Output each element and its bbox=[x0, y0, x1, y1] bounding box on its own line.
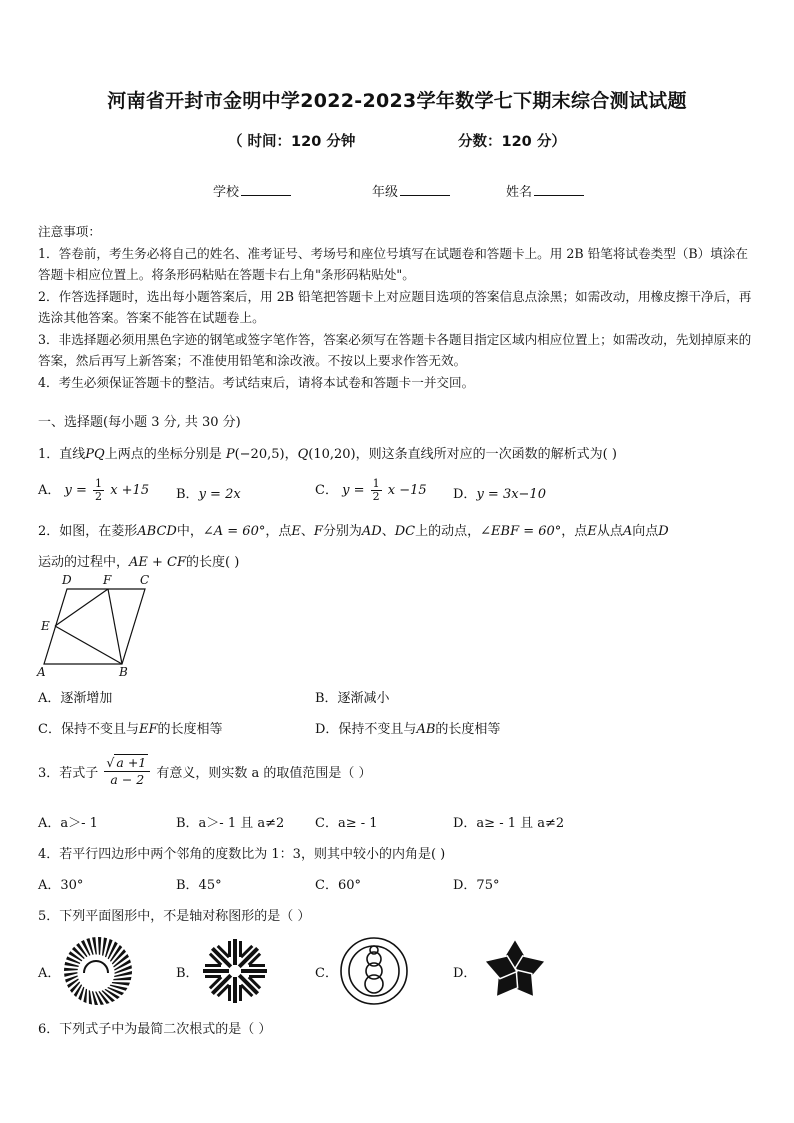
q2-t-c: ，点 bbox=[265, 524, 292, 539]
q1-option-b[interactable] bbox=[176, 483, 241, 502]
q2-ebf: ∠EBF = 60° bbox=[480, 524, 562, 539]
q3-text-1: 3．若式子 bbox=[38, 766, 99, 781]
flake-bar bbox=[203, 969, 229, 973]
q1-option-a[interactable] bbox=[38, 478, 149, 503]
q2-t-a: 2．如图，在菱形 bbox=[38, 524, 138, 539]
sun-ray bbox=[64, 968, 78, 971]
q2-d-text-a: D．保持不变且与 bbox=[315, 722, 417, 737]
q3-fraction bbox=[104, 755, 150, 788]
flake-arm bbox=[203, 964, 229, 978]
page-title: 河南省开封市金明中学2022-2023学年数学七下期末综合测试试题 bbox=[107, 90, 687, 112]
q1-c-num: 1 bbox=[372, 477, 380, 490]
score-label: 分数：120 分） bbox=[458, 134, 566, 150]
sunburst-icon[interactable] bbox=[62, 935, 134, 1007]
q2-c-text-b: 的长度相等 bbox=[157, 722, 223, 737]
notice-heading: 注意事项： bbox=[38, 224, 101, 239]
segment-fb bbox=[108, 589, 122, 664]
q2-t2-a: 运动的过程中， bbox=[38, 555, 130, 570]
q2-c-ef: EF bbox=[138, 722, 158, 737]
q1-a-num: 1 bbox=[95, 477, 103, 490]
flake-arm bbox=[228, 939, 242, 965]
q2-option-a[interactable]: A．逐渐增加 bbox=[38, 691, 113, 706]
label-c: C bbox=[140, 573, 150, 587]
q2-option-c[interactable] bbox=[38, 718, 222, 737]
q2-angle-a: ∠A = 60° bbox=[202, 524, 266, 539]
q3-option-b[interactable]: B．a＞- 1 且 a≠2 bbox=[176, 816, 285, 831]
sun-ray bbox=[98, 937, 101, 955]
name-field bbox=[506, 181, 584, 200]
q1-a-label: A． bbox=[38, 483, 61, 498]
grade-label: 年级 bbox=[372, 185, 399, 200]
q3-text-2: 有意义，则实数 a 的取值范围是（ ） bbox=[156, 766, 372, 781]
rhombus-outline bbox=[44, 589, 145, 664]
label-f: F bbox=[103, 573, 112, 587]
flake-bar bbox=[239, 985, 242, 1001]
q3-den-text: a − 2 bbox=[110, 772, 145, 787]
q2-a2: A bbox=[622, 524, 633, 539]
notice-item-1: 1．答卷前，考生务必将自己的姓名、准考证号、考场号和座位号填写在试题卷和答题卡上。用 2B 铅笔将试卷类型（B）填涂在答题卡相应位置上。将条形码粘贴在答题卡右上角"条形码粘贴处"。 bbox=[38, 245, 749, 282]
q2-d-text-b: 的长度相等 bbox=[435, 722, 501, 737]
label-a: A bbox=[37, 665, 46, 678]
q2-e2: E bbox=[587, 524, 597, 539]
q1-c-den: 2 bbox=[372, 490, 380, 503]
flake-arm bbox=[207, 943, 235, 971]
question-3-stem bbox=[38, 755, 372, 788]
q1-option-c[interactable] bbox=[315, 478, 427, 503]
notice-block bbox=[38, 221, 758, 393]
question-6-stem: 6．下列式子中为最简二次根式的是（ ） bbox=[38, 1022, 272, 1037]
notice-item-4: 4．考生必须保证答题卡的整洁。考试结束后，请将本试卷和答题卡一并交回。 bbox=[38, 374, 475, 390]
name-blank bbox=[534, 184, 584, 196]
segment-ef bbox=[55, 589, 108, 626]
q2-t-h: ，点 bbox=[561, 524, 588, 539]
q1-sep: ， bbox=[284, 447, 298, 462]
q1-q: Q bbox=[297, 447, 309, 462]
school-field bbox=[213, 181, 291, 200]
q2-t-b: 中， bbox=[176, 524, 203, 539]
sun-ray bbox=[89, 990, 92, 1004]
q2-c-text-a: C．保持不变且与 bbox=[38, 722, 139, 737]
q2-e: E bbox=[291, 524, 301, 539]
q2-abcd: ABCD bbox=[137, 524, 177, 539]
flake-arm bbox=[228, 977, 242, 1003]
q4-option-d[interactable]: D．75° bbox=[453, 878, 500, 893]
flake-bar bbox=[205, 975, 221, 978]
question-5-stem: 5．下列平面图形中，不是轴对称图形的是（ ） bbox=[38, 909, 311, 924]
q3-numerator bbox=[104, 755, 150, 772]
q1-c-post: x −15 bbox=[387, 483, 427, 498]
q2-option-b[interactable]: B．逐渐减小 bbox=[315, 691, 390, 706]
question-4-stem: 4．若平行四边形中两个邻角的度数比为 1：3，则其中较小的内角是( ) bbox=[38, 847, 446, 862]
q4-option-a[interactable]: A．30° bbox=[38, 878, 84, 893]
q2-t-g: 上的动点， bbox=[415, 524, 481, 539]
q2-d2: D bbox=[658, 524, 669, 539]
q2-t-i: 从点 bbox=[596, 524, 623, 539]
flake-arm bbox=[234, 943, 262, 971]
q1-option-d[interactable] bbox=[453, 483, 546, 502]
flake-bar bbox=[233, 977, 237, 1003]
q1-d-expr: y = 3x−10 bbox=[476, 487, 546, 502]
q5-option-a-label[interactable]: A． bbox=[38, 966, 61, 981]
nested-circles-icon[interactable] bbox=[338, 935, 410, 1007]
grade-blank bbox=[400, 184, 450, 196]
q1-text-1: 1．直线 bbox=[38, 447, 86, 462]
q1-b-label: B． bbox=[176, 487, 199, 502]
section-heading: 一、选择题(每小题 3 分, 共 30 分) bbox=[38, 415, 241, 430]
flake-arm bbox=[234, 970, 262, 998]
flake-bar bbox=[241, 969, 267, 973]
q2-ad: AD bbox=[361, 524, 382, 539]
notice-item-2: 2．作答选择题时，选出每小题答案后，用 2B 铅笔把答题卡上对应题目选项的答案信息点涂黑；如需改动，用橡皮擦干净后，再选涂其他答案。答案不能答在试题卷上。 bbox=[38, 288, 752, 325]
q2-d-ab: AB bbox=[416, 722, 436, 737]
q5-option-c-label[interactable]: C． bbox=[315, 966, 338, 981]
q2-t2-b: 的长度( ) bbox=[186, 555, 240, 570]
sqrt-icon: √ bbox=[106, 755, 115, 770]
sun-ray bbox=[113, 977, 131, 980]
q1-a-den: 2 bbox=[95, 490, 103, 503]
q1-p-coords: (−20,5) bbox=[234, 447, 285, 462]
q4-option-b[interactable]: B．45° bbox=[176, 878, 222, 893]
q4-option-c[interactable]: C．60° bbox=[315, 878, 361, 893]
q2-t-f: 、 bbox=[381, 524, 395, 539]
q1-a-fraction bbox=[93, 478, 104, 503]
notice-item-3: 3．非选择题必须用黑色字迹的钢笔或签字笔作答，答案必须写在答题卡各题目指定区域内相应位置上；如需改动，先划掉原来的答案，然后再写上新答案；不准使用铅笔和涂改液。不按以上要求作答无效。 bbox=[38, 331, 752, 368]
segment-eb bbox=[55, 626, 122, 664]
q1-a-post: x +15 bbox=[110, 483, 150, 498]
q2-f: F bbox=[313, 524, 323, 539]
sun-ray bbox=[83, 989, 87, 1003]
q1-b-expr: y = 2x bbox=[198, 487, 241, 502]
outer-circle bbox=[341, 938, 407, 1004]
pentagon-star-icon[interactable] bbox=[478, 935, 552, 1007]
q3-option-c[interactable]: C．a≥ - 1 bbox=[315, 816, 378, 831]
name-label: 姓名 bbox=[506, 185, 533, 200]
q3-option-d[interactable]: D．a≥ - 1 且 a≠2 bbox=[453, 816, 565, 831]
sun-ray bbox=[112, 982, 130, 986]
label-d: D bbox=[62, 573, 72, 587]
question-2-stem-line-2 bbox=[38, 551, 239, 570]
grade-field bbox=[372, 181, 450, 200]
q2-t-d: 、 bbox=[300, 524, 314, 539]
flake-bar bbox=[249, 964, 265, 967]
label-b: B bbox=[119, 665, 128, 678]
q1-c-fraction bbox=[371, 478, 382, 503]
q2-aecf: AE + CF bbox=[129, 555, 187, 570]
small-circle-3 bbox=[365, 975, 383, 993]
q3-num-text: a +1 bbox=[116, 755, 147, 770]
flake-bar bbox=[233, 939, 237, 965]
q1-pq: PQ bbox=[85, 447, 105, 462]
question-1-stem bbox=[38, 443, 617, 462]
q1-c-pre: y = bbox=[342, 483, 365, 498]
label-e: E bbox=[41, 619, 50, 633]
q1-q-coords: (10,20) bbox=[308, 447, 356, 462]
q1-text-3: ，则这条直线所对应的一次函数的解析式为( ) bbox=[355, 447, 617, 462]
q1-p: P bbox=[225, 447, 235, 462]
time-label: （ 时间：120 分钟 bbox=[228, 134, 356, 150]
question-2-stem-line-1 bbox=[38, 520, 669, 539]
q2-dc: DC bbox=[394, 524, 416, 539]
q1-d-label: D． bbox=[453, 487, 477, 502]
flake-arm bbox=[207, 970, 235, 998]
flake-arm bbox=[241, 964, 267, 978]
q5-option-d-label[interactable]: D． bbox=[453, 966, 477, 981]
q2-t-j: 向点 bbox=[632, 524, 659, 539]
rhombus-figure bbox=[36, 572, 156, 678]
q2-t-e: 分别为 bbox=[322, 524, 362, 539]
school-label: 学校 bbox=[213, 185, 240, 200]
school-blank bbox=[241, 184, 291, 196]
q2-option-d[interactable] bbox=[315, 718, 500, 737]
q1-c-label: C． bbox=[315, 483, 338, 498]
q5-option-b-label[interactable]: B． bbox=[176, 966, 199, 981]
q1-text-2: 上两点的坐标分别是 bbox=[104, 447, 222, 462]
q1-a-pre: y = bbox=[64, 483, 87, 498]
q3-option-a[interactable]: A．a＞- 1 bbox=[38, 816, 98, 831]
snowflake-icon[interactable] bbox=[200, 937, 270, 1005]
sun-ray bbox=[72, 947, 85, 959]
